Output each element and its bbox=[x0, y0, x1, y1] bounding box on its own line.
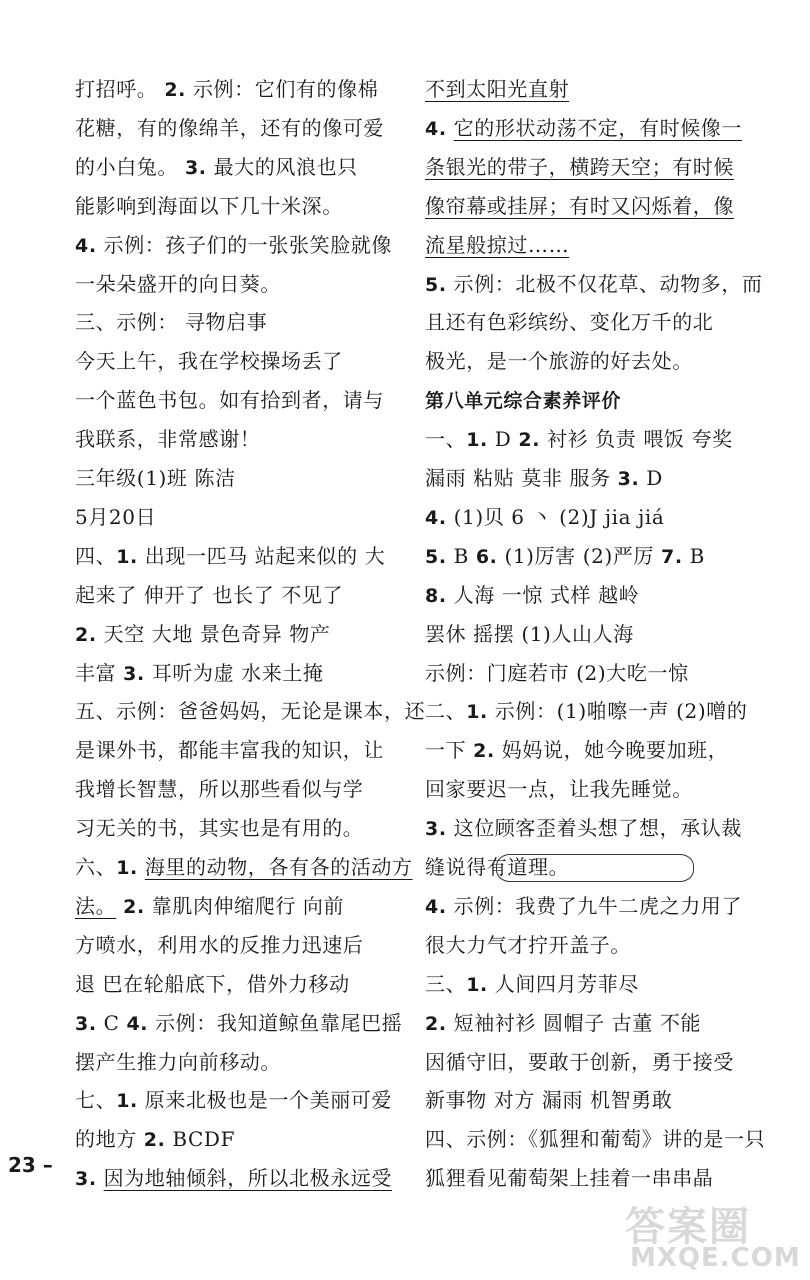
item-number: 6. bbox=[475, 545, 498, 568]
text-segment: 靠肌肉伸缩爬行 向前 bbox=[144, 893, 345, 918]
item-number: 2. bbox=[518, 429, 541, 452]
text-segment: 示例：北极不仅花草、动物多，而 bbox=[446, 271, 763, 296]
item-number: 3. bbox=[617, 468, 640, 490]
text-line bbox=[425, 154, 734, 180]
text-segment: (1)贝 6 丶 (2)J jia jiá bbox=[446, 504, 665, 529]
text-line bbox=[75, 1165, 392, 1192]
text-segment: 示例：我知道鲸鱼靠尾巴摇 bbox=[148, 1010, 403, 1035]
text-segment: 示例：孩子们的一张张笑脸就像 bbox=[96, 232, 392, 257]
text-line bbox=[425, 1165, 713, 1191]
text-line bbox=[425, 115, 742, 142]
text-segment: 一个蓝色书包。如有拾到者，请与 bbox=[75, 388, 384, 413]
item-number: 2. bbox=[123, 895, 145, 918]
text-line bbox=[75, 193, 343, 219]
text-segment: 人海 一惊 式样 越岭 bbox=[446, 582, 640, 607]
text-line bbox=[425, 543, 705, 570]
text-line bbox=[75, 932, 363, 958]
watermark-logo bbox=[620, 1195, 801, 1275]
text-segment: 耳听为虚 水来土掩 bbox=[144, 660, 324, 685]
text-line bbox=[425, 465, 663, 492]
text-segment: 四、示例：《狐狸和葡萄》讲的是一只 bbox=[425, 1127, 766, 1152]
text-segment: 四、 bbox=[75, 543, 117, 568]
item-number: 1. bbox=[116, 857, 138, 879]
text-segment: 回家要迟一点，让我先睡觉。 bbox=[425, 777, 693, 802]
text-segment: D bbox=[639, 466, 663, 490]
text-line bbox=[75, 387, 384, 413]
text-segment: 缝说得有道理。 bbox=[425, 855, 570, 879]
text-segment: 今天上午，我在学校操场丢了 bbox=[75, 349, 343, 374]
text-segment: BCDF bbox=[165, 1127, 236, 1152]
underlined-answer: 流星般掠过…… bbox=[425, 232, 570, 257]
text-segment: 起来了 伸开了 也长了 不见了 bbox=[75, 582, 344, 607]
text-line bbox=[425, 932, 631, 958]
item-number: 5. bbox=[425, 545, 447, 568]
text-line bbox=[75, 1049, 281, 1075]
text-segment: 狐狸看见葡萄架上挂着一串串晶 bbox=[425, 1166, 714, 1191]
page-number: 23 – bbox=[8, 1153, 53, 1177]
item-number: 1. bbox=[466, 429, 488, 452]
text-segment: 极光，是一个旅游的好去处。 bbox=[425, 349, 693, 374]
text-line bbox=[75, 621, 330, 648]
text-segment: B bbox=[682, 543, 705, 568]
text-line bbox=[75, 854, 413, 881]
text-line bbox=[75, 815, 363, 841]
text-segment: C bbox=[96, 1010, 127, 1035]
text-segment: 能影响到海面以下几十米深。 bbox=[75, 193, 343, 218]
text-segment: 三、 bbox=[425, 971, 467, 996]
text-line bbox=[75, 971, 350, 997]
underlined-answer: 它的形状动荡不定，有时候像一 bbox=[453, 115, 743, 140]
text-segment: 最大的风浪也只 bbox=[206, 154, 358, 179]
item-number: 2. bbox=[473, 740, 495, 763]
text-segment: 丰富 bbox=[75, 660, 124, 685]
item-number: 4. bbox=[425, 117, 447, 140]
text-segment: 的小白兔。 bbox=[75, 154, 185, 179]
text-segment: 习无关的书，其实也是有用的。 bbox=[75, 816, 364, 841]
text-segment: 是课外书，都能丰富我的知识，让 bbox=[75, 738, 384, 763]
text-line bbox=[425, 1126, 765, 1152]
text-segment: 我联系，非常感谢！ bbox=[75, 427, 261, 452]
text-line bbox=[75, 1126, 235, 1153]
text-segment: 打招呼。 bbox=[75, 77, 165, 101]
text-line bbox=[75, 698, 425, 724]
text-line bbox=[425, 193, 734, 219]
text-line bbox=[75, 76, 378, 103]
text-segment: 一下 bbox=[425, 738, 474, 763]
item-number: 4. bbox=[126, 1012, 149, 1035]
text-segment: 这位顾客歪着头想了想，承认裁 bbox=[446, 816, 742, 841]
text-segment: 人间四月芳菲尽 bbox=[487, 971, 640, 996]
text-line bbox=[425, 309, 713, 335]
item-number: 1. bbox=[116, 1090, 138, 1113]
text-segment: 5月20日 bbox=[75, 504, 157, 529]
text-line bbox=[75, 660, 324, 687]
text-line bbox=[425, 387, 621, 414]
text-segment: 二、 bbox=[425, 699, 467, 724]
text-segment: 新事物 对方 漏雨 机智勇敢 bbox=[425, 1088, 673, 1113]
item-number: 4. bbox=[75, 234, 97, 257]
text-line bbox=[75, 1087, 392, 1114]
item-number: 2. bbox=[75, 623, 97, 646]
underlined-answer: 不到太阳光直射 bbox=[425, 77, 570, 101]
text-segment: 方喷水，利用水的反推力迅速后 bbox=[75, 932, 364, 957]
text-segment: 示例：(1)啪嚓一声 (2)噌的 bbox=[487, 699, 748, 724]
text-segment: 天空 大地 景色奇异 物产 bbox=[96, 621, 331, 646]
text-segment: (1)厉害 (2)严厉 bbox=[497, 543, 662, 568]
text-segment: 七、 bbox=[75, 1088, 117, 1113]
section-heading: 第八单元综合素养评价 bbox=[425, 390, 622, 413]
item-number: 2. bbox=[425, 1012, 447, 1035]
text-line bbox=[425, 232, 569, 258]
text-line bbox=[425, 1010, 701, 1037]
text-line bbox=[425, 1087, 672, 1113]
text-line bbox=[425, 348, 693, 374]
text-segment: B bbox=[446, 543, 476, 568]
text-segment: 摆产生推力向前移动。 bbox=[75, 1049, 281, 1074]
text-segment: 漏雨 粘贴 莫非 服务 bbox=[425, 466, 618, 490]
text-segment: 退 巴在轮船底下，借外力移动 bbox=[75, 971, 350, 996]
text-segment: 原来北极也是一个美丽可爱 bbox=[137, 1088, 393, 1113]
text-line bbox=[425, 426, 733, 453]
item-number: 4. bbox=[425, 506, 447, 529]
text-line bbox=[425, 1049, 734, 1075]
text-line bbox=[425, 776, 693, 802]
item-number: 2. bbox=[143, 1129, 166, 1152]
watermark-url: MXQE.COM bbox=[630, 1243, 801, 1273]
text-segment: 一、 bbox=[425, 427, 467, 452]
text-line bbox=[75, 309, 267, 335]
item-number: 1. bbox=[466, 701, 488, 724]
underlined-answer: 条银光的带子，横跨天空；有时候 bbox=[425, 154, 734, 179]
circle-annotation bbox=[496, 854, 694, 882]
text-line bbox=[75, 426, 260, 452]
text-segment: 短袖衬衫 圆帽子 古董 不能 bbox=[446, 1010, 702, 1035]
item-number: 3. bbox=[184, 156, 207, 179]
text-segment: 罢休 摇摆 (1)人山人海 bbox=[425, 621, 634, 646]
text-segment: 六、 bbox=[75, 855, 117, 879]
text-segment: 因循守旧，要敢于创新，勇于接受 bbox=[425, 1049, 734, 1074]
text-line bbox=[75, 271, 281, 297]
text-line bbox=[425, 971, 639, 998]
text-line bbox=[75, 737, 384, 763]
text-segment: 很大力气才拧开盖子。 bbox=[425, 932, 631, 957]
text-line bbox=[75, 154, 358, 181]
underlined-answer: 像帘幕或挂屏；有时又闪烁着，像 bbox=[425, 193, 734, 218]
text-line bbox=[425, 504, 664, 531]
item-number: 3. bbox=[425, 818, 447, 841]
item-number: 2. bbox=[164, 79, 186, 101]
text-line bbox=[75, 893, 344, 920]
item-number: 7. bbox=[661, 545, 683, 568]
text-line bbox=[425, 893, 742, 920]
text-line bbox=[425, 76, 569, 102]
watermark-text: 答案圈 bbox=[625, 1204, 751, 1250]
text-segment: 一朵朵盛开的向日葵。 bbox=[75, 271, 281, 296]
item-number: 1. bbox=[116, 545, 138, 568]
text-segment bbox=[447, 116, 454, 140]
item-number: 3. bbox=[75, 1168, 97, 1191]
text-line bbox=[425, 698, 747, 725]
text-segment: D bbox=[487, 427, 519, 452]
text-segment: 示例：我费了九牛二虎之力用了 bbox=[446, 893, 742, 918]
item-number: 3. bbox=[123, 662, 145, 685]
underlined-answer: 海里的动物，各有各的活动方 bbox=[144, 855, 413, 879]
underlined-answer: 因为地轴倾斜，所以北极永远受 bbox=[103, 1166, 393, 1191]
text-segment: 五、示例：爸爸妈妈，无论是课本，还 bbox=[75, 699, 426, 724]
text-segment: 我增长智慧，所以那些看似与学 bbox=[75, 777, 364, 802]
text-line bbox=[75, 504, 156, 530]
text-segment bbox=[97, 1166, 104, 1190]
text-line bbox=[425, 737, 728, 764]
text-segment: 且还有色彩缤纷、变化万千的北 bbox=[425, 310, 714, 335]
text-segment: 的地方 bbox=[75, 1127, 144, 1152]
underlined-answer: 法。 bbox=[75, 893, 117, 918]
text-segment bbox=[138, 855, 145, 879]
text-line bbox=[425, 815, 742, 842]
text-segment: 示例：门庭若市 (2)大吃一惊 bbox=[425, 660, 689, 685]
text-segment: 三、示例： 寻物启事 bbox=[75, 310, 268, 335]
text-segment: 出现一匹马 站起来似的 大 bbox=[137, 543, 386, 568]
text-segment: 妈妈说，她今晚要加班， bbox=[494, 738, 729, 763]
text-line bbox=[425, 582, 639, 609]
text-line bbox=[75, 1010, 402, 1037]
text-line bbox=[75, 582, 343, 608]
text-segment: 衬衫 负责 喂饭 夸奖 bbox=[540, 427, 733, 452]
text-line bbox=[425, 660, 689, 686]
text-line bbox=[75, 776, 363, 802]
text-segment: 花糖，有的像绵羊，还有的像可爱 bbox=[75, 115, 384, 140]
text-segment: 示例：它们有的像棉 bbox=[186, 77, 379, 101]
text-line bbox=[75, 348, 343, 374]
item-number: 8. bbox=[425, 584, 447, 607]
item-number: 3. bbox=[75, 1012, 97, 1035]
item-number: 5. bbox=[425, 273, 447, 296]
text-line bbox=[425, 271, 763, 298]
item-number: 4. bbox=[425, 895, 447, 918]
text-line bbox=[75, 465, 236, 491]
text-line bbox=[75, 115, 384, 141]
item-number: 1. bbox=[466, 973, 488, 996]
text-segment: 三年级(1)班 陈洁 bbox=[75, 466, 236, 490]
text-line bbox=[75, 232, 392, 259]
text-line bbox=[425, 621, 634, 647]
text-line bbox=[75, 543, 385, 570]
